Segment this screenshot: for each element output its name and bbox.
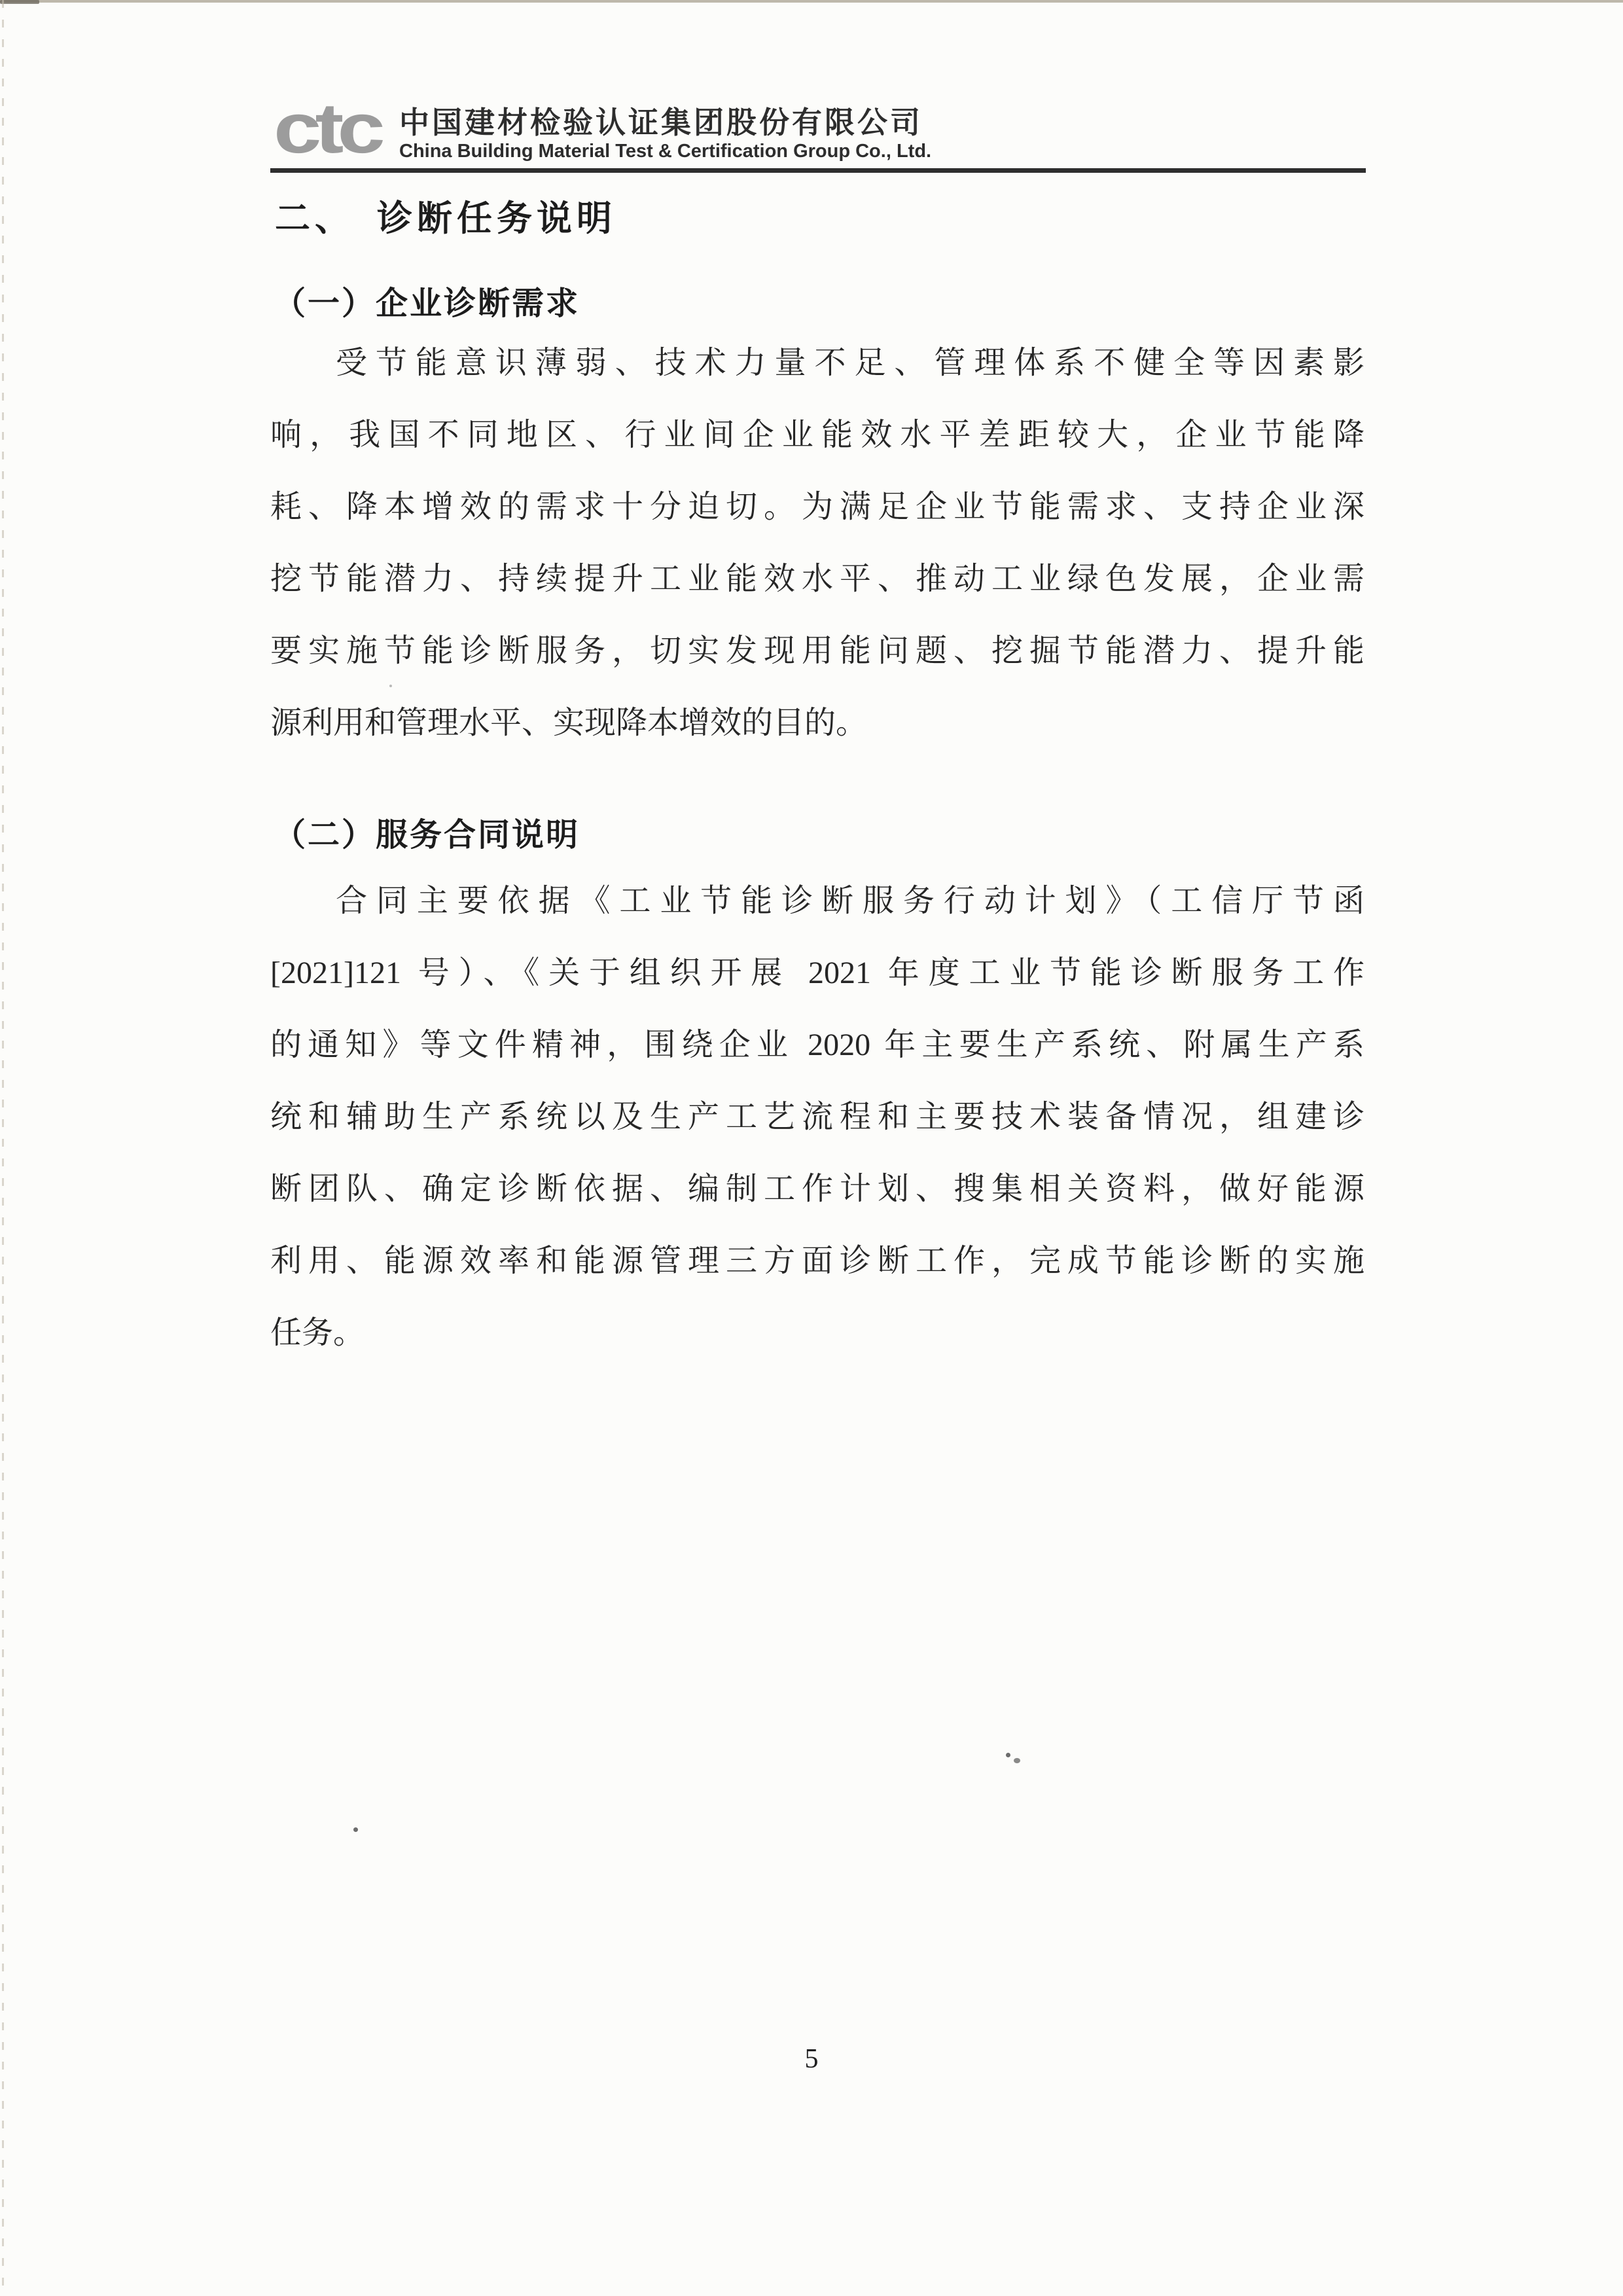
scan-edge-corner-mark [0, 0, 39, 4]
scan-edge-left [2, 0, 4, 2296]
text-line: 断团队、确定诊断依据、编制工作计划、搜集相关资料，做好能源 [270, 1172, 1364, 1206]
text-line: 利用、能源效率和能源管理三方面诊断工作，完成节能诊断的实施 [270, 1244, 1364, 1278]
text-line: 耗、降本增效的需求十分迫切。为满足企业节能需求、支持企业深 [270, 490, 1364, 524]
ctc-logo: ctc [274, 88, 379, 168]
scan-speckle [389, 685, 392, 687]
text-line: 任务。 [270, 1316, 365, 1350]
paragraph-2 [270, 865, 1364, 1369]
section-title: 二、 诊断任务说明 [275, 199, 616, 238]
text-line: 合同主要依据《工业节能诊断服务行动计划》（工信厅节函 [336, 884, 1364, 918]
scan-speckle [1014, 1758, 1020, 1763]
text-line: 要实施节能诊断服务，切实发现用能问题、挖掘节能潜力、提升能 [270, 634, 1364, 668]
page-number: 5 [804, 2044, 819, 2074]
scan-edge-top [0, 0, 1623, 3]
subsection-heading-1: （一）企业诊断需求 [274, 286, 580, 321]
company-name-zh: 中国建材检验认证集团股份有限公司 [399, 105, 923, 139]
text-line: 源利用和管理水平、实现降本增效的目的。 [270, 706, 868, 740]
scan-speckle [353, 1827, 358, 1832]
scan-speckle [1006, 1753, 1010, 1757]
text-line: 的通知》等文件精神，围绕企业 2020 年主要生产系统、附属生产系 [270, 1028, 1364, 1062]
text-line: 统和辅助生产系统以及生产工艺流程和主要技术装备情况，组建诊 [270, 1100, 1364, 1134]
text-line: 受节能意识薄弱、技术力量不足、管理体系不健全等因素影 [336, 346, 1364, 380]
company-name-block [399, 107, 931, 161]
paragraph-1 [270, 327, 1364, 759]
text-line: 挖节能潜力、持续提升工业能效水平、推动工业绿色发展，企业需 [270, 562, 1364, 596]
text-line: 响，我国不同地区、行业间企业能效水平差距较大，企业节能降 [270, 418, 1364, 452]
text-line: [2021]121 号）、《关于组织开展 2021 年度工业节能诊断服务工作 [270, 956, 1364, 990]
subsection-heading-2: （二）服务合同说明 [274, 817, 580, 853]
letterhead-rule [270, 168, 1366, 173]
company-name-en: China Building Material Test & Certification Group Co., Ltd. [399, 141, 932, 162]
